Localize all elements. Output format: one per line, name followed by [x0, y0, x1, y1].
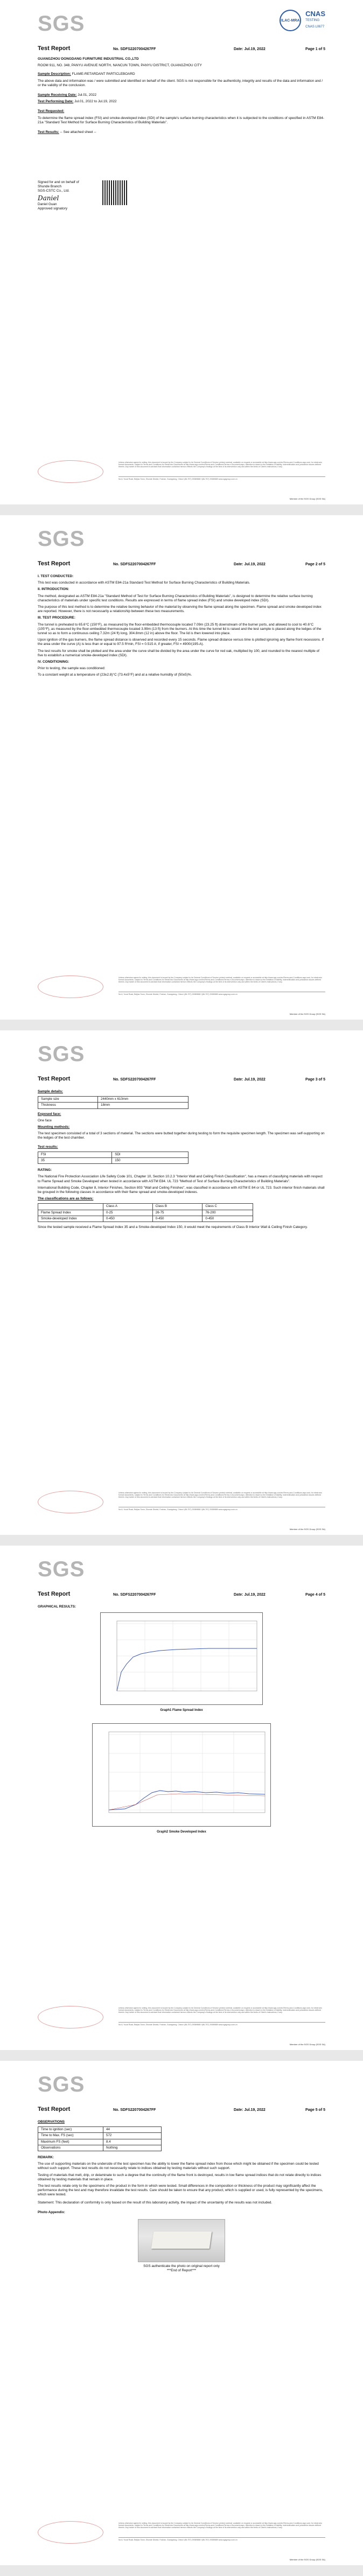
- sample-description: Sample Description: FLAME-RETARDANT PARTICLEBOARD: [38, 72, 135, 76]
- page-number: Page 5 of 5: [305, 2108, 325, 2112]
- sample-details-table: [38, 1096, 189, 1108]
- signer-title: Approved signatory: [38, 207, 68, 211]
- report-date: Date: Jul.19, 2022: [234, 47, 266, 51]
- footer-terms: Unless otherwise agreed in writing, this document is issued by the Company subject to its General Conditions of Service printed overleaf, available on request or accessible at http://www.sgs.com/en/Terms-and-Conditions.aspx and, for electronic format documents, subject to Terms and Conditions for Electronic Documents at http://www.sgs.com/en/Terms-and-Conditions/Terms-e-Document.aspx. Attention is drawn to the limitation of liability, indemnification and jurisdiction issues defined therein. Any holder of this document is advised that information contained hereon reflects the Company's findings at the time of its intervention only and within the limits of Client's instructions, if any.: [118, 461, 322, 468]
- signed-company: SGS-CSTC Co., Ltd.: [38, 189, 69, 193]
- report-number: No. SDFS2207004267FF: [113, 2108, 156, 2112]
- footer-address: No.6, Yucai Road, Beijiao Town, Shunde District, Foshan, Guangdong, China t (86-757) 29389888 f (86-757) 29389889 www.sgsgroup.com.cn: [118, 476, 325, 480]
- graph-1-caption: Graph1 Flame Spread Index: [160, 1709, 203, 1712]
- sample-receiving-date: Sample Receiving Date: Jul.01, 2022: [38, 93, 97, 97]
- end-of-report: ***End of Report***: [166, 2269, 197, 2273]
- page-1-content: [38, 57, 325, 137]
- member-note: Member of the SGS Group (SGS SA): [289, 2043, 325, 2046]
- section-3-body-1: The tunnel is preheated to 65.6°C (150°F), as measured by the floor-embedded thermocouple located 7.09m (23.25 ft) downstream of the burner ports, and allowed to cool to 40.6°C (105°F), as measured by the floor-embedded thermocouple located 3.99m (13 ft) from the burners. At this time the tunnel lid is raised and the test sample is placed along the ledges of the tunnel so as to form a continuous ceiling 7.32m (24 ft) long, 304.8mm (12 in) above the floor. The lid is then lowered into place.: [38, 622, 322, 636]
- table-row: Observations Nothing: [38, 2145, 162, 2151]
- mounting-body: The test specimen consisted of a total of 3 sections of material. The sections were butted together during testing to form the requisite specimen length. The specimen was self-supporting on the ledges of the test chamber.: [38, 1132, 325, 1140]
- report-date: Date: Jul.19, 2022: [234, 1078, 266, 1082]
- page-footer: [38, 2521, 325, 2553]
- signer-name: Daniel Guan: [38, 202, 57, 206]
- member-note: Member of the SGS Group (SGS SA): [289, 1528, 325, 1531]
- report-number: No. SDFS2207004267FF: [113, 1078, 156, 1082]
- report-number: No. SDFS2207004267FF: [113, 1593, 156, 1597]
- observations-table: [38, 2126, 162, 2151]
- remark-title: REMARK:: [38, 2156, 54, 2160]
- table-row: Maximum FS (feet) 8.4: [38, 2139, 162, 2145]
- page-footer: [38, 2006, 325, 2038]
- section-2-body-2: The purpose of this test method is to determine the relative burning behavior of the material by observing the flame spread along the specimen. Flame spread and smoke developed index are reported. However, there is not necessarily a relationship between these two measurements.: [38, 605, 322, 614]
- section-1-body: This test was conducted in accordance with ASTM E84-21a Standard Test Method for Surface Burning Characteristics of Building Materials.: [38, 581, 250, 585]
- table-row: 35 150: [38, 1158, 189, 1164]
- disclaimer: The above data and information was / were submitted and identified on behalf of the client. SGS is not responsible for the authenticity, integrity and results of the data and information and / or the validity of the conclusion.: [38, 79, 323, 87]
- table-row: Time to Max. FS (sec) 572: [38, 2133, 162, 2139]
- member-note: Member of the SGS Group (SGS SA): [289, 2558, 325, 2561]
- results-table: [38, 1152, 189, 1164]
- rating-body-2: International Building Code, Chapter 8, Interior Finishes, Section 803 "Wall and Ceiling Finishes", was classified in accordance with ASTM E 84 or UL 723. Such interior finish materials shall be grouped in the following classes in accordance with their flame spread and smoke-developed indexes.: [38, 1185, 325, 1195]
- report-page-1: [0, 0, 363, 504]
- page-number: Page 4 of 5: [305, 1593, 325, 1597]
- report-date: Date: Jul.19, 2022: [234, 2108, 266, 2112]
- table-row: Flame Spread Index 0-25 26-75 76-200: [38, 1210, 253, 1216]
- report-page-4: [0, 1546, 363, 2050]
- sample-details-title: Sample details:: [38, 1090, 63, 1093]
- conclusion: Since the tested sample received a Flame Spread Index 35 and a Smoke-developed Index 150, it would meet the requirements of Class B Interior Wall & Ceiling Finish Category.: [38, 1225, 308, 1230]
- section-4-body-2: To a constant weight at a temperature of (23±2.8)°C (73.4±5°F) and at a relative humidity of (50±5)%.: [38, 673, 192, 677]
- page-4-content: [38, 1605, 325, 1837]
- section-4-title: IV. CONDITIONING:: [38, 660, 69, 664]
- remark-body-1: The use of supporting materials on the underside of the test specimen has the ability to lower the flame spread index from those which might be obtained if the specimen could be tested without such support. These test results do not necessarily relate to indices obtained by testing materials without such support.: [38, 2162, 319, 2171]
- remark-body-2: Testing of materials that melt, drip, or delaminate to such a degree that the continuity of the flame front is destroyed, results in low flame spread indices that do not relate directly to indices obtained by testing materials that remain in place.: [38, 2173, 322, 2181]
- section-4-body-1: Prior to testing, the sample was conditioned:: [38, 666, 106, 671]
- exposed-face-title: Exposed face:: [38, 1112, 61, 1116]
- report-number: No. SDFS2207004267FF: [113, 47, 156, 51]
- test-results-line: Test Results: -- See attached sheet --: [38, 130, 96, 135]
- flame-spread-graph: [100, 1612, 263, 1705]
- report-page-2: [0, 515, 363, 1020]
- test-requested-label: Test Requested:: [38, 109, 65, 114]
- section-3-body-2: Upon ignition of the gas burners, the flame spread distance is observed and recorded every 15 seconds. Flame spread distance versus time is plotted ignoring any flame front recessions. If the area under the curve (A) is less than or equal to 97.5 ft²min, FSI = 0.515 A; if greater, FSI = 4900/(195-A).: [38, 638, 324, 647]
- observations-title: OBSERVATIONS: [38, 2120, 65, 2124]
- page-number: Page 1 of 5: [305, 47, 325, 51]
- report-title: Test Report: [38, 1076, 71, 1082]
- section-2-title: II. INTRODUCTION:: [38, 587, 69, 592]
- table-row: Class A Class B Class C: [38, 1204, 253, 1210]
- photo-caption: SGS authenticate the photo on original report only: [143, 2264, 220, 2269]
- member-note: Member of the SGS Group (SGS SA): [289, 1013, 325, 1015]
- report-number: No. SDFS2207004267FF: [113, 563, 156, 566]
- member-note: Member of the SGS Group (SGS SA): [289, 497, 325, 500]
- page-number: Page 3 of 5: [305, 1078, 325, 1082]
- classification-table: [38, 1203, 253, 1222]
- table-row: Sample size 2440mm x 610mm: [38, 1097, 189, 1103]
- test-performing-date: Test Performing Date: Jul.01, 2022 to Jul.19, 2022: [38, 100, 117, 104]
- report-title: Test Report: [38, 1591, 71, 1597]
- classification-title: The classifications are as follows:: [38, 1197, 94, 1201]
- sgs-logo: SGS: [38, 12, 85, 36]
- report-date: Date: Jul.19, 2022: [234, 563, 266, 566]
- exposed-face-value: One face: [38, 1118, 52, 1122]
- sgs-logo: SGS: [38, 2073, 85, 2096]
- footer-seal-icon: [38, 1491, 103, 1513]
- ilac-seal-icon: ILAC-MRA: [280, 10, 301, 31]
- signed-branch: Shunde Branch: [38, 185, 62, 189]
- report-title: Test Report: [38, 560, 71, 567]
- report-header: [38, 560, 325, 567]
- sgs-logo: SGS: [38, 1042, 85, 1066]
- results-title: Test results:: [38, 1145, 58, 1149]
- report-header: [38, 1591, 325, 1597]
- table-row: Thickness 18mm: [38, 1103, 189, 1108]
- footer-seal-icon: [38, 460, 103, 483]
- report-date: Date: Jul.19, 2022: [234, 1593, 266, 1597]
- table-row: FSI SDI: [38, 1152, 189, 1157]
- footer-address: No.6, Yucai Road, Beijiao Town, Shunde District, Foshan, Guangdong, China t (86-757) 29389888 f (86-757) 29389889 www.sgsgroup.com.cn: [118, 2537, 325, 2541]
- table-row: Time to ignition (sec) 44: [38, 2127, 162, 2133]
- qr-code-icon: [102, 180, 127, 205]
- sgs-logo: SGS: [38, 527, 85, 551]
- sgs-logo: SGS: [38, 1557, 85, 1581]
- client-company: GUANGZHOU DONGDANG FURNITURE INDUSTRIAL CO.,LTD: [38, 57, 139, 61]
- signature-image: Daniel: [38, 194, 59, 202]
- report-header: [38, 45, 325, 52]
- test-requested-body: To determine the flame spread index (FSI) and smoke-developed index (SDI) of the sample's surface burning characteristics when it is subjected to the conditions of specified in ASTM E84-21a "Standard Test Method for Surface Burning Characteristics of Building Materials".: [38, 116, 324, 124]
- report-header: [38, 2106, 325, 2112]
- report-title: Test Report: [38, 45, 71, 52]
- report-page-3: [0, 1030, 363, 1535]
- footer-terms: Unless otherwise agreed in writing, this document is issued by the Company subject to its General Conditions of Service printed overleaf, available on request or accessible at http://www.sgs.com/en/Terms-and-Conditions.aspx and, for electronic format documents, subject to Terms and Conditions for Electronic Documents at http://www.sgs.com/en/Terms-and-Conditions/Terms-e-Document.aspx. Attention is drawn to the limitation of liability, indemnification and jurisdiction issues defined therein. Any holder of this document is advised that information contained hereon reflects the Company's findings at the time of its intervention only and within the limits of Client's instructions, if any.: [118, 1492, 322, 1499]
- mounting-title: Mounting methods:: [38, 1125, 70, 1129]
- cnas-mark: CNAS TESTING CNAS L0677: [305, 10, 325, 29]
- sample-photo: [138, 2219, 225, 2262]
- client-address: ROOM 911, NO. 348, PANYU AVENUE NORTH, NANCUN TOWN, PANYU DISTRICT, GUANGZHOU CITY: [38, 64, 202, 68]
- footer-address: No.6, Yucai Road, Beijiao Town, Shunde District, Foshan, Guangdong, China t (86-757) 29389888 f (86-757) 29389889 www.sgsgroup.com.cn: [118, 1507, 325, 1511]
- remark-body-3: The test results relate only to the specimens of the product in the form in which were tested. Small differences in the composition or thickness of the product may significantly affect the performance during the test and may therefore invalidate the test results. Care should be taken to ensure that any product, which is supplied or used, is fully represented by the specimens, which were tested.: [38, 2184, 323, 2197]
- page-5-content: [38, 2120, 325, 2275]
- graph-2-caption: Graph2 Smoke Developed Index: [157, 1830, 206, 1834]
- footer-terms: Unless otherwise agreed in writing, this document is issued by the Company subject to its General Conditions of Service printed overleaf, available on request or accessible at http://www.sgs.com/en/Terms-and-Conditions.aspx and, for electronic format documents, subject to Terms and Conditions for Electronic Documents at http://www.sgs.com/en/Terms-and-Conditions/Terms-e-Document.aspx. Attention is drawn to the limitation of liability, indemnification and jurisdiction issues defined therein. Any holder of this document is advised that information contained hereon reflects the Company's findings at the time of its intervention only and within the limits of Client's instructions, if any.: [118, 2007, 322, 2014]
- graphical-results-title: GRAPHICAL RESULTS:: [38, 1605, 76, 1609]
- footer-seal-icon: [38, 975, 103, 998]
- accreditation-marks: [280, 10, 325, 31]
- signed-line: Signed for and on behalf of: [38, 180, 79, 184]
- page-number: Page 2 of 5: [305, 563, 325, 566]
- statement: Statement: This declaration of conformity is only based on the result of this laboratory activity, the impact of the uncertainty of the results was not included.: [38, 2200, 273, 2205]
- page-2-content: [38, 574, 325, 680]
- report-title: Test Report: [38, 2106, 71, 2112]
- signature-block: [38, 180, 325, 223]
- section-2-body-1: The method, designated as ASTM E84-21a "Standard Method of Test for Surface Burning Characteristics of Building Materials", is designed to determine the relative surface burning characteristics of materials under specific test conditions. Results are expressed in terms of flame spread index (FSI) and smoke developed index (SDI).: [38, 594, 313, 602]
- footer-terms: Unless otherwise agreed in writing, this document is issued by the Company subject to its General Conditions of Service printed overleaf, available on request or accessible at http://www.sgs.com/en/Terms-and-Conditions.aspx and, for electronic format documents, subject to Terms and Conditions for Electronic Documents at http://www.sgs.com/en/Terms-and-Conditions/Terms-e-Document.aspx. Attention is drawn to the limitation of liability, indemnification and jurisdiction issues defined therein. Any holder of this document is advised that information contained hereon reflects the Company's findings at the time of its intervention only and within the limits of Client's instructions, if any.: [118, 2522, 322, 2529]
- table-row: Smoke-developed Index 0-450 0-450 0-450: [38, 1216, 253, 1222]
- footer-address: No.6, Yucai Road, Beijiao Town, Shunde District, Foshan, Guangdong, China t (86-757) 29389888 f (86-757) 29389889 www.sgsgroup.com.cn: [118, 992, 325, 995]
- smoke-developed-graph: [92, 1723, 271, 1827]
- photo-appendix-title: Photo Appendix:: [38, 2210, 65, 2214]
- page-footer: [38, 460, 325, 493]
- section-3-title: III. TEST PROCEDURE:: [38, 616, 75, 620]
- page-3-content: [38, 1090, 325, 1232]
- section-1-title: I. TEST CONDUCTED:: [38, 574, 74, 578]
- footer-address: No.6, Yucai Road, Beijiao Town, Shunde District, Foshan, Guangdong, China t (86-757) 29389888 f (86-757) 29389889 www.sgsgroup.com.cn: [118, 2022, 325, 2026]
- report-header: [38, 1076, 325, 1082]
- rating-title: RATING:: [38, 1168, 52, 1173]
- footer-seal-icon: [38, 2006, 103, 2028]
- footer-seal-icon: [38, 2521, 103, 2544]
- section-3-body-3: The test results for smoke shall be plotted and the area under the curve shall be divided by the area under the curve for red oak, multiplied by 100, and rounded to the nearest multiple of five to establish a numerical smoke-developed index (SDI).: [38, 649, 319, 657]
- page-footer: [38, 1491, 325, 1523]
- rating-body-1: The National Fire Protection Association Life Safety Code 101, Chapter 10, Section 10.2.3 "Interior Wall and Ceiling Finish Classification", has a means of classifying materials with respect to Flame Spread and Smoke Developed when tested in accordance with ASTM E84. UL 723 "Method of Test of Surface Burning Characteristics of Building Materials".: [38, 1175, 323, 1183]
- report-page-5: [0, 2061, 363, 2565]
- footer-terms: Unless otherwise agreed in writing, this document is issued by the Company subject to its General Conditions of Service printed overleaf, available on request or accessible at http://www.sgs.com/en/Terms-and-Conditions.aspx and, for electronic format documents, subject to Terms and Conditions for Electronic Documents at http://www.sgs.com/en/Terms-and-Conditions/Terms-e-Document.aspx. Attention is drawn to the limitation of liability, indemnification and jurisdiction issues defined therein. Any holder of this document is advised that information contained hereon reflects the Company's findings at the time of its intervention only and within the limits of Client's instructions, if any.: [118, 977, 322, 984]
- page-footer: [38, 975, 325, 1008]
